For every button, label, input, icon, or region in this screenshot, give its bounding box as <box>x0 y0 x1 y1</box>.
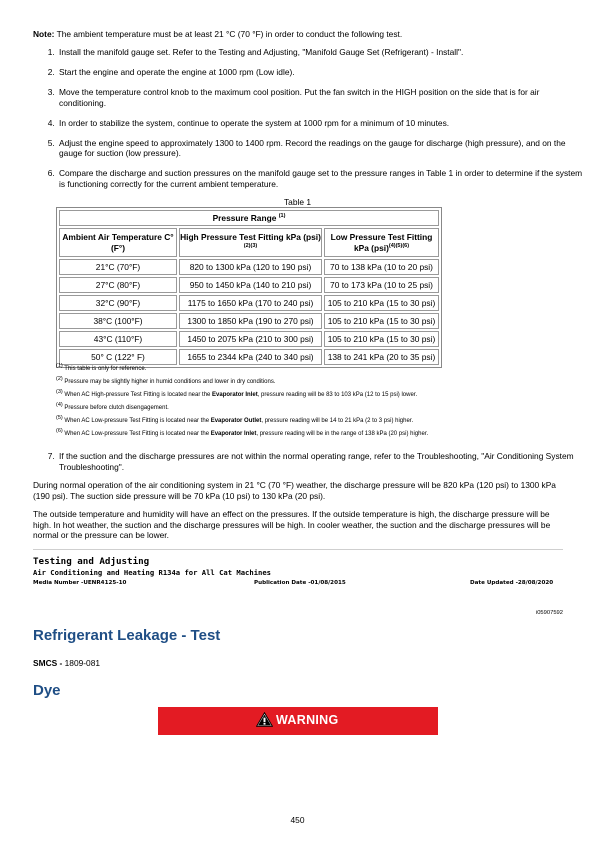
date-updated: Date Updated -28/08/2020 <box>470 580 554 586</box>
table-cell: 138 to 241 kPa (20 to 35 psi) <box>324 349 439 365</box>
note-text: The ambient temperature must be at least 21 °C (70 °F) in order to conduct the following test. <box>54 29 403 39</box>
footnote-2: $^{(2)}$ Pressure may be slightly higher in humid conditions and lower in dry conditions. <box>56 376 276 385</box>
table-row <box>59 259 439 275</box>
note <box>33 29 563 40</box>
divider <box>33 549 563 550</box>
smcs-code: SMCS - 1809-081 <box>33 658 101 668</box>
table-cell: 43°C (110°F) <box>59 331 177 347</box>
table-cell: 27°C (80°F) <box>59 277 177 293</box>
step-1: 1. Install the manifold gauge set. Refer to the Testing and Adjusting, "Manifold Gauge Set (Refrigerant) - Install". <box>57 47 585 58</box>
table-cell: 1655 to 2344 kPa (240 to 340 psi) <box>179 349 322 365</box>
table-row <box>59 277 439 293</box>
note-label: Note: <box>33 29 55 39</box>
warning-label: WARNING <box>276 713 339 728</box>
section-title: Air Conditioning and Heating R134a for All Cat Machines <box>33 568 271 577</box>
footnote-6: $^{(6)}$ When AC Low-pressure Test Fitting is located near the Evaporator Inlet, pressure reading will be in the range of 138 kPa (20 psi) higher. <box>56 428 429 437</box>
table-cell: 70 to 173 kPa (10 to 25 psi) <box>324 277 439 293</box>
page-title: Refrigerant Leakage - Test <box>33 627 221 644</box>
table-row <box>59 349 439 365</box>
table-group-header-row <box>59 210 439 226</box>
table-cell: 950 to 1450 kPa (140 to 210 psi) <box>179 277 322 293</box>
media-number: Media Number -UENR4125-10 <box>33 580 127 586</box>
footnote-4: $^{(4)}$ Pressure before clutch disengagement. <box>56 402 169 411</box>
paragraph-normal-operation: During normal operation of the air conditioning system in 21 °C (70 °F) weather, the discharge pressure will be 820 kPa (120 psi) to 1300 kPa (190 psi). The suction side pressure will be 70 kPa (10 psi) to 130 kPa (20 psi). <box>33 480 556 501</box>
step-3: 3. Move the temperature control knob to the maximum cool position. Put the fan switch in the HIGH position on the side that is for air conditioning. <box>57 87 585 108</box>
warning-triangle-icon <box>256 712 273 730</box>
table-cell: 70 to 138 kPa (10 to 20 psi) <box>324 259 439 275</box>
col-header-ambient: Ambient Air Temperature C° (F°) <box>59 228 177 257</box>
step-6: 6. Compare the discharge and suction pressures on the manifold gauge set to the pressure ranges in Table 1 in order to determine if the system is functioning correctly for the current ambient temperature. <box>57 168 585 189</box>
section-label: Testing and Adjusting <box>33 556 150 567</box>
step-4: 4. In order to stabilize the system, continue to operate the system at 1000 rpm for a minimum of 10 minutes. <box>57 118 585 129</box>
document-id: i05907592 <box>535 610 563 616</box>
table-caption: Table 1 <box>283 197 311 207</box>
footnote-1: $^{(1)}$ This table is only for reference. <box>56 363 147 372</box>
table-cell: 1450 to 2075 kPa (210 to 300 psi) <box>179 331 322 347</box>
col-header-low: Low Pressure Test Fitting kPa (psi)$^{(4)(5)(6)}$ <box>324 228 439 257</box>
page-number: 450 <box>290 815 305 825</box>
publication-date: Publication Date -01/08/2015 <box>254 580 346 586</box>
step-5: 5. Adjust the engine speed to approximately 1300 to 1400 rpm. Record the readings on the gauge for discharge (high pressure), and on the gauge for suction (low pressure). <box>57 138 585 159</box>
table-cell: 820 to 1300 kPa (120 to 190 psi) <box>179 259 322 275</box>
pressure-range-header: Pressure Range $^{(1)}$ <box>59 210 439 226</box>
paragraph-outside-temperature: The outside temperature and humidity will have an effect on the pressures. If the outside temperature is high, the discharge pressure will be high. In hot weather, the suction and the discharge pressures will be high. In cooler weather, the suction and the discharge pressures will be normal or the pressure can be lower. <box>33 509 551 540</box>
table-cell: 1300 to 1850 kPa (190 to 270 psi) <box>179 313 322 329</box>
table-column-header-row <box>59 228 439 257</box>
table-row <box>59 295 439 311</box>
step-2: 2. Start the engine and operate the engine at 1000 rpm (Low idle). <box>57 67 585 78</box>
table-cell: 38°C (100°F) <box>59 313 177 329</box>
table-cell: 50° C (122° F) <box>59 349 177 365</box>
footnote-5: $^{(5)}$ When AC Low-pressure Test Fitting is located near the Evaporator Outlet, pressure reading will be 14 to 21 kPa (2 to 3 psi) higher. <box>56 415 414 424</box>
table-cell: 1175 to 1650 kPa (170 to 240 psi) <box>179 295 322 311</box>
footnote-3: $^{(3)}$ When AC High-pressure Test Fitting is located near the Evaporator Inlet, pressure reading will be 83 to 103 kPa (12 to 15 psi) lower. <box>56 389 418 398</box>
table-cell: 105 to 210 kPa (15 to 30 psi) <box>324 313 439 329</box>
pressure-range-table <box>56 207 442 368</box>
table-cell: 105 to 210 kPa (15 to 30 psi) <box>324 331 439 347</box>
procedure-step-7-list <box>33 451 585 482</box>
section-heading-dye: Dye <box>33 682 61 699</box>
step-7: 7. If the suction and the discharge pressures are not within the normal operating range, refer to the Troubleshooting, "Air Conditioning System Troubleshooting". <box>57 451 585 472</box>
table-row <box>59 331 439 347</box>
table-cell: 21°C (70°F) <box>59 259 177 275</box>
table-cell: 105 to 210 kPa (15 to 30 psi) <box>324 295 439 311</box>
table-cell: 32°C (90°F) <box>59 295 177 311</box>
col-header-high: High Pressure Test Fitting kPa (psi)$^{(2)(3)}$ <box>179 228 322 257</box>
procedure-steps <box>33 47 585 199</box>
warning-banner <box>158 707 438 735</box>
table-row <box>59 313 439 329</box>
